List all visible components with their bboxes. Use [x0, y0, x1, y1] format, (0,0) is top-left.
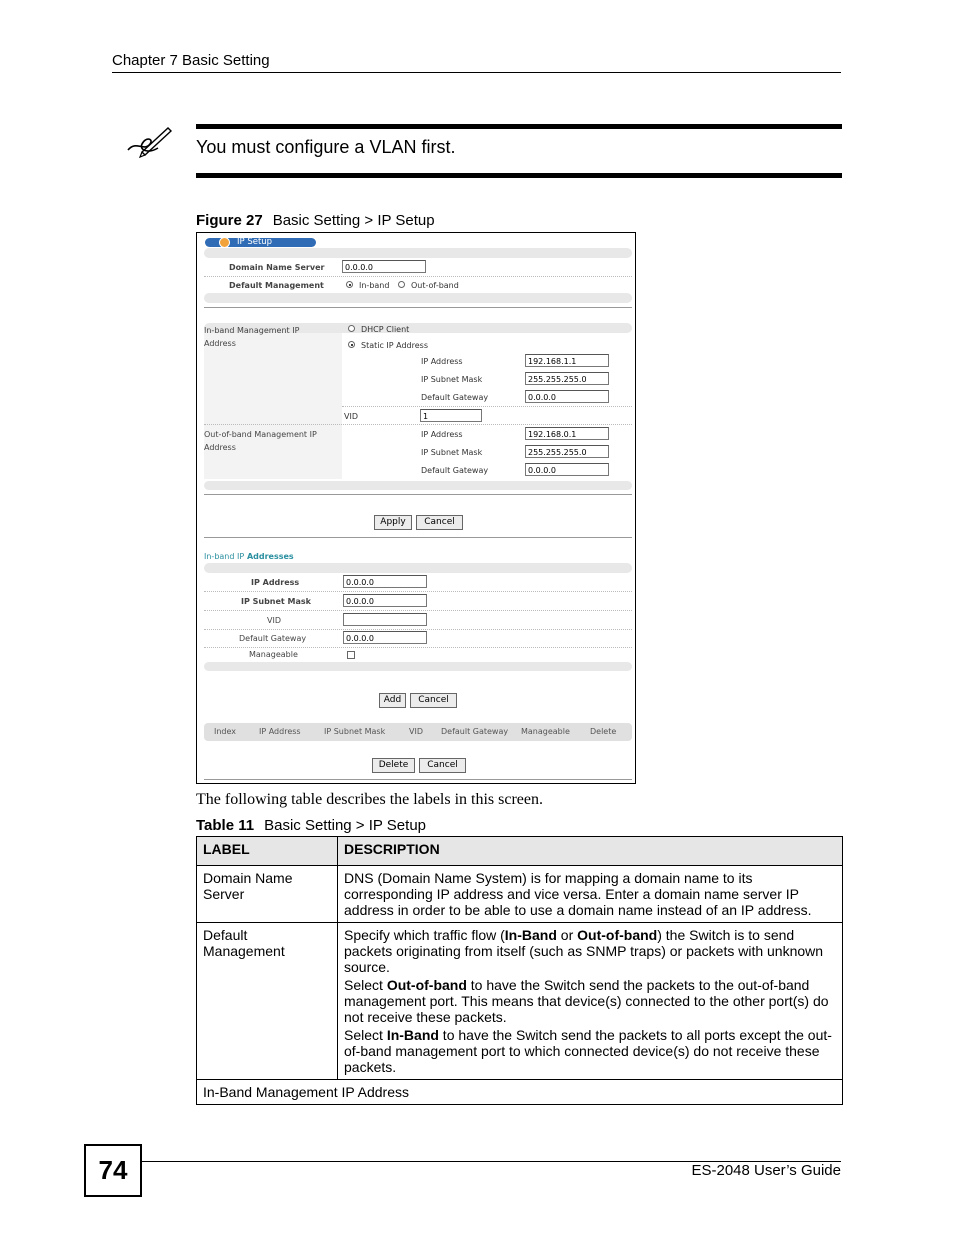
- oob-gateway-input[interactable]: 0.0.0.0: [525, 463, 609, 476]
- panel-title: IP Setup: [237, 237, 273, 247]
- text-run: Specify which traffic flow (: [344, 927, 505, 943]
- inband-mask-label: IP Subnet Mask: [421, 375, 483, 384]
- divider: [342, 406, 632, 407]
- bold-run: Out-of-band: [577, 927, 658, 943]
- note-pen-icon: [124, 122, 174, 160]
- add-gateway-input[interactable]: 0.0.0.0: [343, 631, 427, 644]
- oob-ip-label: IP Address: [421, 430, 463, 439]
- row-description: DNS (Domain Name System) is for mapping a domain name to its corresponding IP address and vice versa. Enter a domain name server IP address in order to be able to use a domain name instead of an IP address.: [338, 866, 843, 923]
- description-table: [196, 836, 843, 1105]
- table-row: [197, 923, 843, 1080]
- oob-mask-label: IP Subnet Mask: [421, 448, 483, 457]
- inband-addresses-heading: [204, 552, 294, 561]
- row-label: Default Management: [197, 923, 338, 1080]
- ip-setup-title-pill: [205, 238, 316, 247]
- inband-radio[interactable]: [346, 281, 353, 288]
- dhcp-client-label: DHCP Client: [361, 325, 410, 334]
- oob-gateway-label: Default Gateway: [421, 466, 489, 475]
- dhcp-client-radio[interactable]: [348, 325, 355, 332]
- table-header-row: [197, 837, 843, 866]
- divider: [204, 647, 632, 648]
- manageable-checkbox[interactable]: [347, 651, 355, 659]
- header-rule: [112, 72, 841, 73]
- intro-paragraph: The following table describes the labels in this screen.: [196, 791, 544, 808]
- divider: [204, 591, 632, 592]
- table-label: Table 11: [196, 817, 255, 834]
- domain-name-server-label: Domain Name Server: [229, 263, 325, 272]
- ip-setup-screenshot: [196, 232, 636, 784]
- vid-label: VID: [344, 412, 358, 421]
- add-button[interactable]: Add: [379, 693, 406, 708]
- col-description-header: DESCRIPTION: [338, 837, 843, 866]
- description-paragraph: [344, 927, 836, 975]
- note-text: You must configure a VLAN first.: [196, 137, 456, 157]
- static-ip-label: Static IP Address: [361, 341, 429, 350]
- table-title: Basic Setting > IP Setup: [264, 817, 427, 834]
- apply-button[interactable]: Apply: [374, 515, 412, 530]
- text-run: to have the Switch send the packets to the out-of-band management port. This means that device(s) connected to the other port(s) do not receive these packets.: [344, 977, 829, 1025]
- heading-suffix: Addresses: [246, 552, 294, 561]
- col-label-header: LABEL: [197, 837, 338, 866]
- add-mask-label: IP Subnet Mask: [241, 597, 311, 606]
- divider: [204, 424, 632, 425]
- band: [204, 293, 632, 303]
- band: [204, 481, 632, 490]
- col-index: Index: [214, 727, 237, 736]
- section-rule: [204, 494, 632, 495]
- divider: [204, 629, 632, 630]
- divider: [204, 610, 632, 611]
- inband-gateway-label: Default Gateway: [421, 393, 489, 402]
- figure-caption: [196, 212, 435, 229]
- static-ip-radio[interactable]: [348, 341, 355, 348]
- band: [204, 662, 632, 671]
- manageable-label: Manageable: [249, 650, 298, 659]
- text-run: Select: [344, 1027, 387, 1043]
- oob-mask-input[interactable]: 255.255.255.0: [525, 445, 609, 458]
- default-management-label: Default Management: [229, 281, 324, 290]
- inband-ip-label: IP Address: [421, 357, 463, 366]
- bold-run: Out-of-band: [386, 977, 467, 993]
- col-ip-address: IP Address: [259, 727, 301, 736]
- text-run: or: [556, 927, 578, 943]
- row-description: [338, 923, 843, 1080]
- table-caption: [196, 817, 426, 834]
- outofband-option-label: Out-of-band: [411, 281, 459, 290]
- text-run: to have the Switch send the packets to all ports except the out-of-band management port to which connected device(s) do not receive these packets.: [344, 1027, 832, 1075]
- row-section-label: In-Band Management IP Address: [197, 1080, 843, 1105]
- guide-title: ES-2048 User’s Guide: [691, 1162, 841, 1179]
- divider: [204, 276, 632, 277]
- section-rule: [204, 307, 632, 308]
- top-band: [204, 248, 632, 258]
- add-mask-input[interactable]: 0.0.0.0: [343, 594, 427, 607]
- col-default-gateway: Default Gateway: [441, 727, 509, 736]
- add-cancel-button[interactable]: Cancel: [410, 693, 457, 708]
- inband-option-label: In-band: [359, 281, 390, 290]
- domain-name-server-input[interactable]: 0.0.0.0: [342, 260, 426, 273]
- inband-mgmt-label: In-band Management IP Address: [204, 326, 300, 348]
- inband-ip-input[interactable]: 192.168.1.1: [525, 354, 609, 367]
- oob-ip-input[interactable]: 192.168.0.1: [525, 427, 609, 440]
- inband-mask-input[interactable]: 255.255.255.0: [525, 372, 609, 385]
- col-subnet-mask: IP Subnet Mask: [324, 727, 386, 736]
- page-number: 74: [84, 1144, 142, 1197]
- col-manageable: Manageable: [521, 727, 570, 736]
- cancel-button[interactable]: Cancel: [416, 515, 463, 530]
- bold-run: In-Band: [386, 1027, 439, 1043]
- chapter-header: Chapter 7 Basic Setting: [112, 52, 270, 69]
- row-label: Domain Name Server: [197, 866, 338, 923]
- note-bottom-rule: [196, 173, 842, 178]
- figure-title: Basic Setting > IP Setup: [272, 212, 435, 229]
- outofband-radio[interactable]: [398, 281, 405, 288]
- figure-label: Figure 27: [196, 212, 263, 229]
- label-column: [204, 333, 342, 479]
- add-ip-label: IP Address: [251, 578, 300, 587]
- description-paragraph: [344, 1027, 836, 1075]
- section-rule: [204, 537, 632, 538]
- note-top-rule: [196, 124, 842, 129]
- table-row: [197, 866, 843, 923]
- table-row: [197, 1080, 843, 1105]
- text-run: Select: [344, 977, 387, 993]
- add-vid-input[interactable]: [343, 613, 427, 626]
- heading-prefix: In-band IP: [204, 552, 245, 561]
- delete-button[interactable]: Delete: [372, 758, 415, 773]
- col-vid: VID: [409, 727, 423, 736]
- vid-input[interactable]: 1: [420, 409, 482, 422]
- inband-gateway-input[interactable]: 0.0.0.0: [525, 390, 609, 403]
- add-vid-label: VID: [267, 616, 281, 625]
- description-paragraph: [344, 977, 836, 1025]
- title-bullet-icon: [219, 237, 230, 248]
- bold-run: In-Band: [504, 927, 557, 943]
- col-delete: Delete: [590, 727, 617, 736]
- text-run: ) the Switch is to send packets originating from itself (such as SNMP traps) or packets with unknown source.: [344, 927, 824, 975]
- delete-cancel-button[interactable]: Cancel: [419, 758, 466, 773]
- band: [204, 563, 632, 573]
- add-ip-input[interactable]: 0.0.0.0: [343, 575, 427, 588]
- outofband-mgmt-label: Out-of-band Management IP Address: [204, 430, 317, 452]
- section-rule: [204, 779, 632, 780]
- add-gateway-label: Default Gateway: [239, 634, 307, 643]
